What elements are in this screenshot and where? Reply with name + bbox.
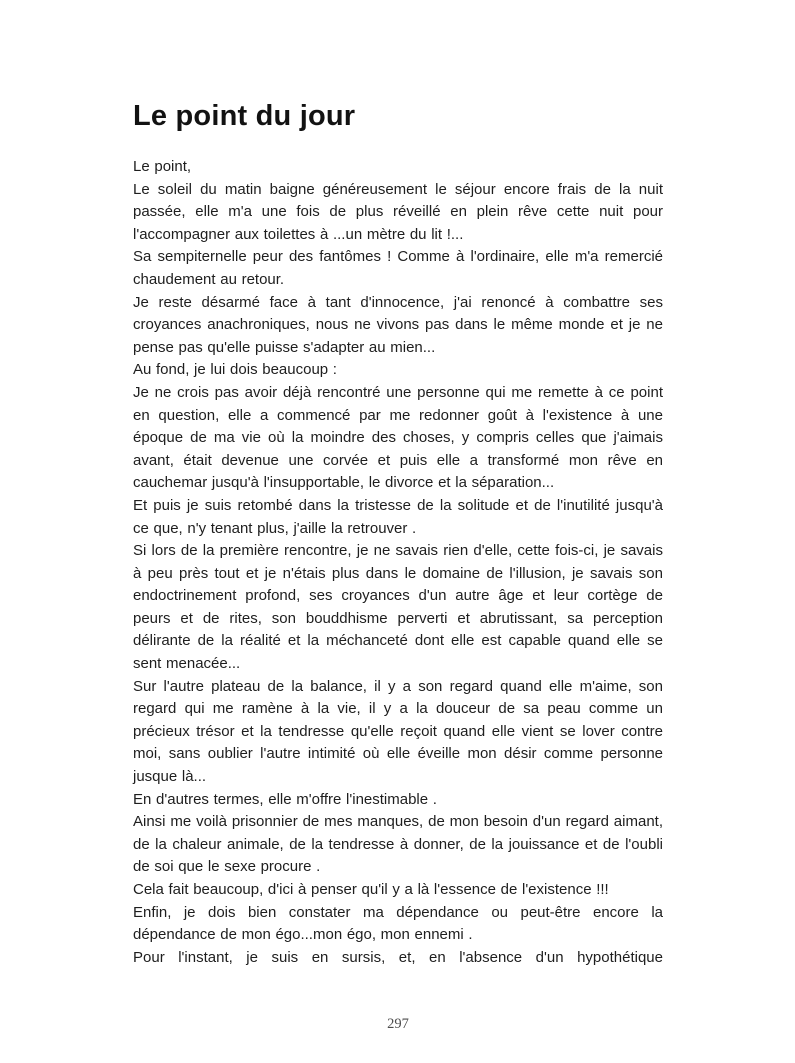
- paragraph: Cela fait beaucoup, d'ici à penser qu'il y a là l'essence de l'existence !!!: [133, 881, 609, 898]
- paragraph: Si lors de la première rencontre, je ne savais rien d'elle, cette fois-ci, je savais à peu près tout et je n'étais plus dans le domaine de l'illusion, je savais son endoctrinement profond, ses croyances d'un autre âge et leur cortège de peurs et de rites, son bouddhisme perverti et abrutissant, sa perception délirante de la réalité et la méchanceté dont elle est capable quand elle se sent menacée...: [133, 542, 663, 673]
- paragraph: En d'autres termes, elle m'offre l'inestimable .: [133, 790, 437, 808]
- paragraph: Enfin, je dois bien constater ma dépendance ou peut-être encore la dépendance de mon égo...mon égo, mon ennemi .: [133, 903, 663, 944]
- page-content: [133, 100, 663, 969]
- paragraph: Sa sempiternelle peur des fantômes ! Comme à l'ordinaire, elle m'a remercié chaudement au retour.: [133, 248, 663, 288]
- body-text: [133, 156, 663, 969]
- paragraph: Sur l'autre plateau de la balance, il y a son regard quand elle m'aime, son regard qui me ramène à la vie, il y a la douceur de sa peau comme un précieux trésor et la tendresse qu'elle reçoit quand elle vient se lover contre moi, sans oublier l'autre intimité où elle éveille mon désir comme personne jusque là...: [133, 677, 663, 786]
- paragraph: Pour l'instant, je suis en sursis, et, en l'absence d'un hypothétique: [133, 948, 663, 966]
- paragraph: Je ne crois pas avoir déjà rencontré une personne qui me remette à ce point en question, elle a commencé par me redonner goût à l'existence à une époque de ma vie où la moindre des choses, y compris celles que j'aimais avant, était devenue une corvée et puis elle a transformé mon rêve en cauchemar jusqu'à l'insupportable, le divorce et la séparation...: [133, 383, 663, 492]
- paragraph: Et puis je suis retombé dans la tristesse de la solitude et de l'inutilité jusqu'à ce que, n'y tenant plus, j'aille la retrouver .: [133, 496, 663, 537]
- paragraph: Au fond, je lui dois beaucoup :: [133, 361, 337, 379]
- page-title: Le point du jour: [133, 100, 356, 132]
- paragraph: Le point,: [133, 158, 192, 175]
- page-number: 297: [387, 1016, 409, 1032]
- paragraph: Je reste désarmé face à tant d'innocence, j'ai renoncé à combattre ses croyances anachroniques, nous ne vivons pas dans le même monde et je ne pense pas qu'elle puisse s'adapter au mien...: [133, 293, 663, 356]
- paragraph: Le soleil du matin baigne généreusement le séjour encore frais de la nuit passée, elle m'a une fois de plus réveillé en plein rêve cette nuit pour l'accompagner aux toilettes à ...un mètre du lit !...: [133, 180, 663, 243]
- paragraph: Ainsi me voilà prisonnier de mes manques, de mon besoin d'un regard aimant, de la chaleur animale, de la tendresse à donner, de la jouissance et de l'oubli de soi que le sexe procure .: [133, 813, 663, 876]
